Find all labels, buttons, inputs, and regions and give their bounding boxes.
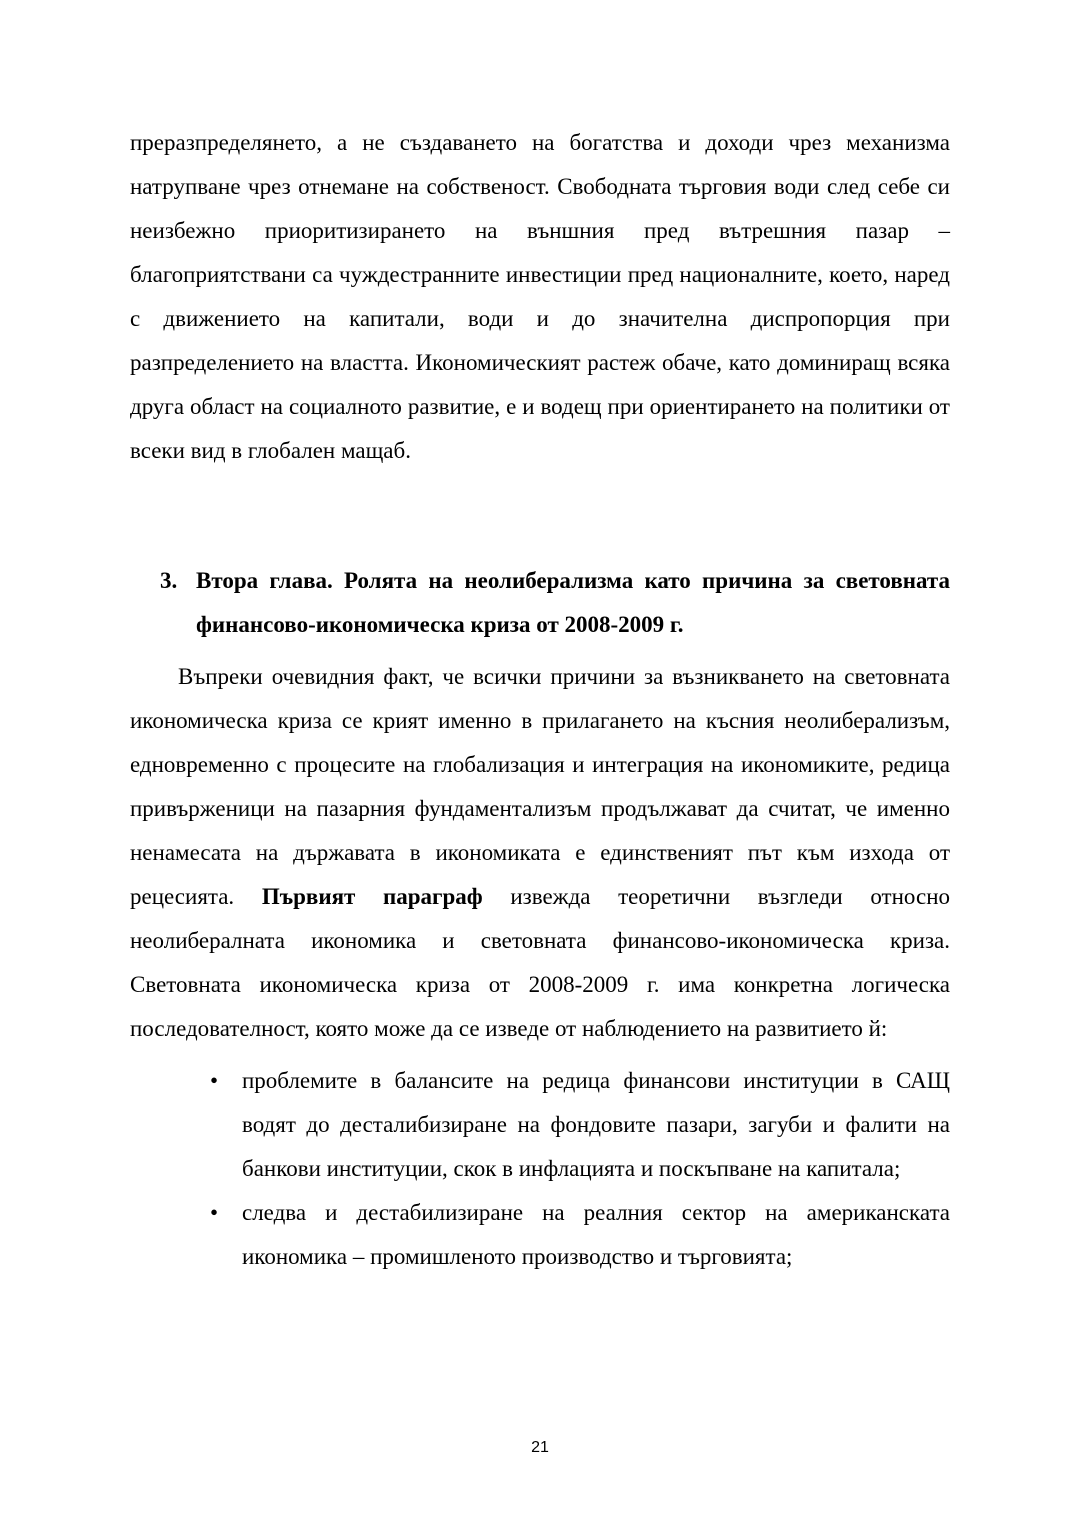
bullet-icon: • bbox=[210, 1200, 219, 1225]
paragraph-1: преразпределянето, а не създаването на богатства и доходи чрез механизма натрупване чрез отнемане на собственост. Свободната търговия води след себе си неизбежно приоритизирането на външния пред вътрешния пазар – благоприятствани са чуждестранните инвестиции пред националните, което, наред с движението на капитали, води и до значителна диспропорция при разпределението на властта. Икономическият растеж обаче, като доминиращ всяка друга област на социалното развитие, е и водещ при ориентирането на политики от всеки вид в глобален мащаб. bbox=[130, 130, 950, 463]
paragraph-2-text-start: Въпреки очевидния факт, че всички причини за възникването на световната икономическа криза се крият именно в прилагането на късния неолиберализъм, едновременно с процесите на глобализация и интеграция на икономиките, редица привърженици на пазарния фундаментализъм продължават да считат, че именно ненамесата на държавата в икономиката е единственият път към изхода от рецесията. bbox=[130, 664, 950, 909]
document-body bbox=[130, 121, 950, 1279]
section-heading bbox=[130, 559, 950, 647]
list-item bbox=[130, 1191, 950, 1279]
list-item-text: проблемите в балансите на редица финансови институции в САЩ водят до десталибизиране на фондовите пазари, загуби и фалити на банкови институции, скок в инфлацията и поскъпване на капитала; bbox=[242, 1068, 950, 1181]
bullet-icon: • bbox=[210, 1068, 219, 1093]
heading-title: Втора глава. Ролята на неолиберализма като причина за световната финансово-икономическа криза от 2008-2009 г. bbox=[196, 568, 950, 637]
paragraph-2-bold-phrase: Първият параграф bbox=[261, 884, 483, 909]
heading-number: 3. bbox=[160, 568, 178, 593]
bullet-list bbox=[130, 1059, 950, 1279]
paragraph-2-text-end: извежда теоретични възгледи относно неолибералната икономика и световната финансово-икономическа криза. Световната икономическа криза от 2008-2009 г. има конкретна логическа последователност, която може да се изведе от наблюдението на развитието й: bbox=[130, 884, 951, 1041]
page-number: 21 bbox=[531, 1439, 549, 1456]
list-item-text: следва и дестабилизиране на реалния сектор на американската икономика – промишленото производство и търговията; bbox=[242, 1200, 950, 1269]
paragraph-2 bbox=[130, 655, 950, 1051]
list-item bbox=[130, 1059, 950, 1191]
